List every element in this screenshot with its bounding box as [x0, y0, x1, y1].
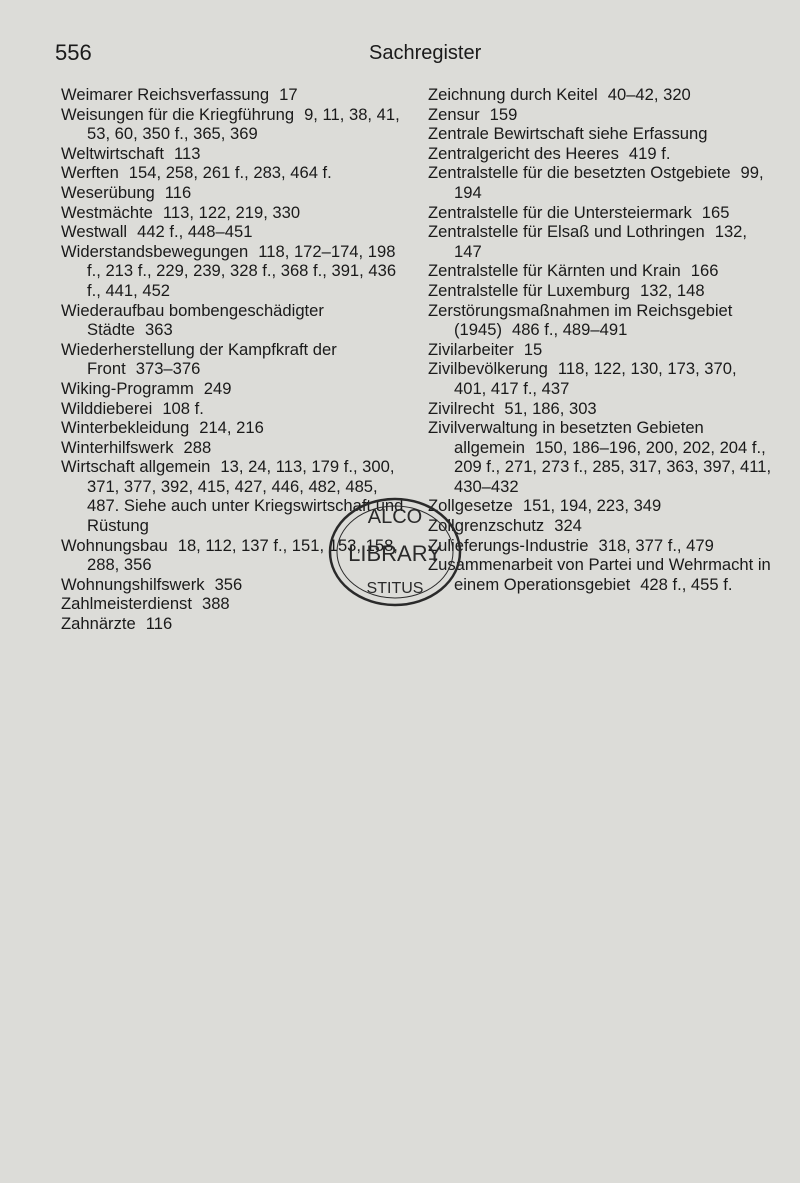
index-pages: 486 f., 489–491 [511, 320, 628, 340]
index-term: Zivilrecht [428, 398, 495, 418]
index-pages: 249 [203, 378, 232, 398]
index-pages: 9, 11, 38, 41, 53, 60, 350 f., 365, 369 [87, 104, 400, 144]
index-entry [61, 183, 406, 203]
index-entry [428, 222, 773, 261]
index-entry [428, 144, 773, 164]
index-pages: 132, 147 [454, 222, 748, 261]
index-pages: 356 [214, 574, 243, 594]
index-entry [428, 301, 773, 340]
index-term: Wohnungshilfswerk [61, 574, 205, 594]
index-column-right [428, 85, 773, 594]
index-term: Widerstandsbewegungen [61, 241, 249, 261]
index-entry [61, 144, 406, 164]
index-entry [61, 379, 406, 399]
page-title: Sachregister [369, 42, 482, 64]
index-entry [428, 555, 773, 594]
index-pages: 17 [279, 85, 298, 104]
index-term: Zeichnung durch Keitel [428, 85, 598, 104]
index-entry [61, 614, 406, 634]
index-pages: 113 [173, 143, 201, 163]
index-entry [428, 399, 773, 419]
index-entry [61, 163, 406, 183]
stamp-middle-text: LIBRARY [348, 541, 442, 566]
index-entry [428, 340, 773, 360]
index-pages: 214, 216 [199, 418, 264, 438]
stamp-bottom-text: STITUS [366, 580, 424, 597]
index-pages: 318, 377 f., 479 [598, 535, 714, 555]
index-pages: 99, 194 [454, 163, 764, 202]
index-term: Zentralstelle für Elsaß und Lothringen [428, 222, 705, 242]
index-entry [428, 85, 773, 105]
index-entry [61, 301, 406, 340]
index-term: Zusammenarbeit von Partei und Wehrmacht in einem Operationsgebiet [428, 555, 771, 594]
index-pages: 18, 112, 137 f., 151, 153, 158, 288, 356 [87, 535, 398, 575]
index-pages: 151, 194, 223, 349 [522, 496, 662, 516]
index-pages: 13, 24, 113, 179 f., 300, 371, 377, 392, 415, 427, 446, 482, 485, 487. Siehe auch unter Kriegswirtschaft und Rüstung [87, 457, 404, 536]
index-entry [61, 203, 406, 223]
index-entry [61, 438, 406, 458]
index-term: Zollgesetze [428, 496, 513, 516]
page-number: 556 [55, 40, 92, 65]
index-term: Zulieferungs-Industrie [428, 535, 589, 555]
index-term: Zentralgericht des Heeres [428, 143, 619, 163]
index-term: Zollgrenzschutz [428, 516, 545, 536]
index-term: Weserübung [61, 182, 155, 202]
index-term: Wilddieberei [61, 398, 153, 418]
index-entry [61, 418, 406, 438]
index-pages: 150, 186–196, 200, 202, 204 f., 209 f., 271, 273 f., 285, 317, 363, 397, 411, 430–432 [454, 437, 772, 496]
index-pages: 154, 258, 261 f., 283, 464 f. [128, 163, 332, 183]
index-term: Zahnärzte [61, 614, 136, 634]
index-entry [61, 222, 406, 242]
index-pages: 51, 186, 303 [504, 398, 597, 418]
index-entry [428, 418, 773, 496]
index-pages: 118, 122, 130, 173, 370, 401, 417 f., 437 [454, 359, 737, 398]
index-term: Winterhilfswerk [61, 437, 174, 457]
index-entry [61, 105, 406, 144]
index-entry [61, 340, 406, 379]
index-term: Winterbekleidung [61, 418, 190, 438]
index-pages: 118, 172–174, 198 f., 213 f., 229, 239, 328 f., 368 f., 391, 436 f., 441, 452 [87, 241, 397, 300]
index-term: Werften [61, 163, 119, 183]
index-pages: 288 [183, 437, 212, 457]
index-entry [428, 359, 773, 398]
index-entry [428, 163, 773, 202]
index-term: Zivilbevölkerung [428, 359, 548, 379]
index-term: Zerstörungsmaßnahmen im Reichsgebiet (1945) [428, 300, 733, 340]
index-term: Weisungen für die Kriegführung [61, 104, 295, 124]
index-pages: 116 [145, 614, 173, 634]
index-term: Weltwirtschaft [61, 143, 164, 163]
index-pages: 15 [523, 339, 543, 359]
index-entry [428, 536, 773, 556]
index-pages: 132, 148 [640, 280, 705, 300]
index-term: Zentralstelle für Luxemburg [428, 280, 630, 300]
index-pages: 166 [690, 261, 719, 281]
index-term: Zentralstelle für Kärnten und Krain [428, 261, 681, 281]
index-term: Wiederaufbau bombengeschädigter Städte [61, 300, 324, 340]
index-entry [428, 516, 773, 536]
index-term: Zentrale Bewirtschaft siehe Erfassung [428, 124, 708, 144]
index-term: Zensur [428, 104, 480, 124]
index-pages: 419 f. [628, 143, 671, 163]
index-pages: 116 [164, 182, 192, 202]
index-pages: 113, 122, 219, 330 [162, 202, 301, 222]
index-term: Zahlmeisterdienst [61, 594, 192, 614]
index-pages: 324 [554, 516, 582, 536]
index-entry [61, 399, 406, 419]
index-pages: 373–376 [135, 359, 201, 379]
index-entry [61, 85, 406, 105]
index-term: Zivilverwaltung in besetzten Gebieten allgemein [428, 418, 704, 457]
index-term: Wohnungsbau [61, 535, 168, 555]
index-pages: 388 [201, 594, 230, 614]
index-entry [428, 105, 773, 125]
index-pages: 159 [489, 104, 518, 124]
index-entry [428, 203, 773, 223]
index-pages: 363 [144, 320, 173, 340]
index-pages: 442 f., 448–451 [137, 222, 253, 242]
library-stamp [325, 495, 465, 610]
index-term: Zivilarbeiter [428, 339, 514, 359]
index-term: Wirtschaft allgemein [61, 457, 211, 477]
index-entry [428, 281, 773, 301]
index-term: Zentralstelle für die Untersteiermark [428, 202, 692, 222]
index-entry [61, 242, 406, 301]
index-term: Zentralstelle für die besetzten Ostgebiete [428, 163, 731, 183]
index-term: Westmächte [61, 202, 153, 222]
index-pages: 165 [701, 202, 730, 222]
index-term: Wiking-Programm [61, 378, 194, 398]
index-pages: 428 f., 455 f. [640, 574, 733, 594]
index-entry [428, 496, 773, 516]
index-term: Westwall [61, 222, 128, 242]
index-pages: 108 f. [162, 398, 204, 418]
index-term: Wiederherstellung der Kampfkraft der Front [61, 339, 337, 379]
index-term: Weimarer Reichsverfassung [61, 85, 270, 104]
index-entry [428, 124, 773, 144]
index-pages: 40–42, 320 [607, 85, 691, 104]
index-entry [428, 261, 773, 281]
stamp-top-text: ALCO [367, 506, 423, 528]
